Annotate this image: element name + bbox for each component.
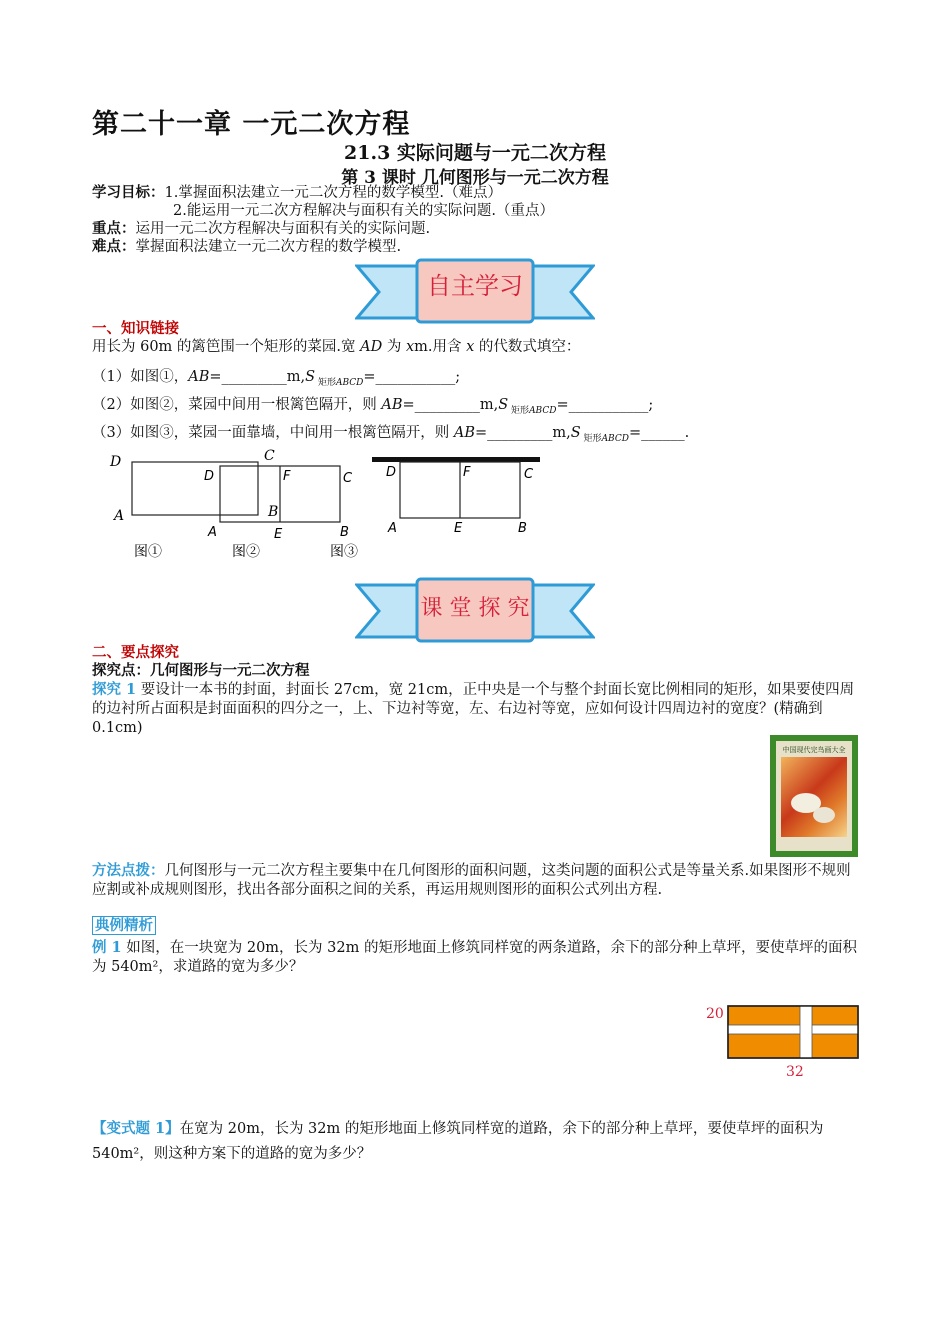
variant-1: [92, 1116, 860, 1167]
key-point-text: 运用一元二次方程解决与面积有关的实际问题.: [135, 221, 431, 237]
road-vertical: [800, 1006, 812, 1058]
key-point-label: 重点：: [92, 220, 136, 237]
q1-unit: m,: [286, 369, 306, 385]
q3-ab: AB: [453, 425, 475, 441]
book-cover-title: 中国现代完鸟画大全: [782, 746, 846, 754]
fig2-label-b: B: [340, 525, 349, 540]
q1-prefix: （1）如图①，: [92, 369, 189, 385]
field-length-label: 32: [786, 1064, 804, 1080]
q3-s: S: [570, 425, 581, 441]
objectives-line-1: [92, 184, 502, 202]
q2-area-blank[interactable]: =___________;: [556, 397, 654, 413]
q3-blank[interactable]: =_________: [474, 425, 553, 441]
intro-text: 用长为 60m 的篱笆围一个矩形的菜园.宽: [92, 339, 361, 355]
method-label: 方法点拨：: [92, 862, 165, 879]
section2-heading: 二、要点探究: [92, 644, 179, 661]
bird-shape: [813, 807, 835, 823]
intro-x: x: [405, 339, 415, 355]
field-width-label: 20: [706, 1006, 724, 1022]
question-1: [92, 368, 460, 392]
field-figure: [700, 1000, 862, 1082]
example-1: [92, 938, 860, 977]
fig1-label-c: C: [264, 448, 275, 464]
example-tag: [92, 917, 156, 935]
chapter-title: 第二十一章 一元二次方程: [92, 109, 411, 140]
q1-sub: 矩形: [315, 377, 336, 388]
fig3-label-e: E: [454, 521, 463, 536]
fig1-caption: 图①: [134, 544, 162, 560]
q3-prefix: （3）如图③，菜园一面靠墙，中间用一根篱笆隔开，则: [92, 425, 454, 441]
explore-1-text: 要设计一本书的封面，封面长 27cm，宽 21cm，正中央是一个与整个封面长宽比例相同的矩形，如果要使四周的边衬所占面积是封面面积的四分之一，上、下边衬等宽，左、右边衬等宽，应如何设计四周边衬的宽度？(精确到 0.1cm): [92, 682, 855, 736]
q3-sub-abcd: ABCD: [601, 433, 629, 444]
explore-1-label: 探究 1: [92, 681, 137, 698]
q1-area-blank[interactable]: =___________;: [363, 369, 461, 385]
example-1-text: 如图，在一块宽为 20m，长为 32m 的矩形地面上修筑同样宽的两条道路，余下的部分种上草坪，要使草坪的面积为 540m²，求道路的宽为多少？: [92, 940, 857, 975]
objective-2: 2.能运用一元二次方程解决与面积有关的实际问题.（重点）: [173, 203, 554, 219]
q3-unit: m,: [552, 425, 571, 441]
q1-blank[interactable]: =_________: [209, 369, 287, 385]
q2-s: S: [498, 397, 509, 413]
fig3-label-f: F: [463, 465, 471, 480]
fig1-label-d: D: [110, 454, 122, 470]
key-point: [92, 220, 430, 238]
fig1-label-b: B: [268, 504, 279, 520]
banner-self-study: [355, 256, 595, 328]
q2-prefix: （2）如图②，菜园中间用一根篱笆隔开，则: [92, 397, 382, 413]
difficulty: [92, 238, 401, 256]
fig3-label-b: B: [518, 521, 527, 536]
objective-1: 1.掌握面积法建立一元二次方程的数学模型.（难点）: [164, 185, 502, 201]
fig3-caption: 图③: [330, 544, 358, 560]
example-1-label: 例 1: [92, 939, 122, 956]
fig3-wall: [372, 457, 540, 462]
explore-point: 探究点：几何图形与一元二次方程: [92, 662, 310, 679]
fig2-label-f: F: [283, 469, 291, 484]
banner-classroom-text: 课 堂 探 究: [420, 596, 530, 621]
q2-sub-abcd: ABCD: [529, 405, 557, 416]
fig2-label-a: A: [208, 525, 217, 540]
difficulty-text: 掌握面积法建立一元二次方程的数学模型.: [135, 239, 402, 255]
book-cover-inner: [776, 741, 852, 851]
question-2: [92, 396, 653, 420]
q1-s: S: [305, 369, 316, 385]
banner-self-study-text: 自主学习: [427, 272, 523, 300]
intro-x: x: [466, 339, 475, 355]
q2-unit: m,: [479, 397, 499, 413]
lesson-title: 第 3 课时 几何图形与一元二次方程: [341, 168, 609, 188]
q2-ab: AB: [381, 397, 403, 413]
road-horizontal: [728, 1025, 858, 1034]
q1-ab: AB: [188, 369, 210, 385]
method-tip: [92, 861, 860, 900]
section1-intro: [92, 338, 580, 356]
fig3-label-d: D: [386, 465, 397, 480]
book-cover-painting: [781, 757, 847, 837]
intro-ad: AD: [360, 339, 383, 355]
q2-sub: 矩形: [508, 405, 530, 416]
fig2-label-c: C: [343, 471, 353, 486]
book-cover-image: [770, 735, 858, 857]
fig3-label-a: A: [388, 521, 397, 536]
fig2-label-e: E: [274, 527, 283, 542]
fig1-label-a: A: [114, 508, 125, 524]
section-title: 21.3 实际问题与一元二次方程: [344, 142, 606, 164]
fig1-rect: [132, 462, 258, 515]
intro-text: m.用含: [414, 339, 467, 355]
difficulty-label: 难点：: [92, 238, 136, 255]
variant-1-label: 【变式题 1】: [92, 1120, 180, 1137]
fig3-label-c: C: [524, 467, 534, 482]
q1-sub-abcd: ABCD: [335, 377, 364, 388]
fig2-label-d: D: [204, 469, 215, 484]
fig2-caption: 图②: [232, 544, 260, 560]
intro-text: 为: [382, 339, 406, 355]
section1-heading: 一、知识链接: [92, 320, 179, 337]
variant-1-text: 在宽为 20m，长为 32m 的矩形地面上修筑同样宽的道路，余下的部分种上草坪，要使草坪的面积为 540m²，则这种方案下的道路的宽为多少？: [92, 1121, 824, 1162]
intro-text: 的代数式填空：: [474, 339, 581, 355]
figures-1-3: [100, 446, 560, 562]
method-text: 几何图形与一元二次方程主要集中在几何图形的面积问题，这类问题的面积公式是等量关系.如果图形不规则应割或补成规则图形，找出各部分面积之间的关系，再运用规则图形的面积公式列出方程.: [92, 863, 851, 898]
example-tag-text: 典例精析: [92, 916, 156, 935]
explore-1: [92, 680, 860, 738]
banner-classroom: [355, 575, 595, 647]
q3-sub: 矩形: [580, 433, 602, 444]
question-3: [92, 424, 689, 448]
q3-area-blank[interactable]: =______.: [628, 425, 690, 441]
q2-blank[interactable]: =_________: [402, 397, 480, 413]
objectives-label: 学习目标：: [92, 184, 165, 201]
